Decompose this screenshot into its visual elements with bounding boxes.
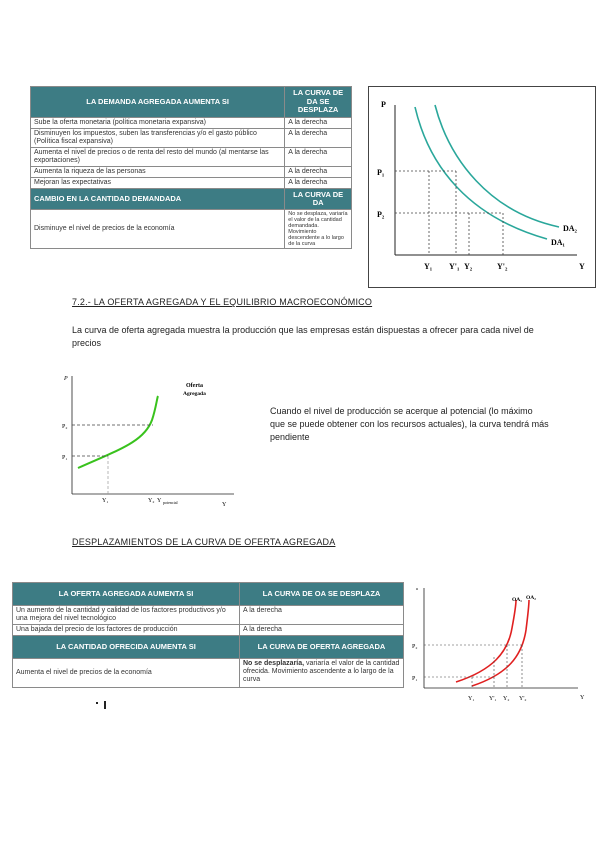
supply-graph (58, 368, 248, 508)
row-cause: Disminuyen los impuestos, suben las transferencias y/o el gasto público (Política fiscal expansiva) (31, 129, 285, 148)
table-row (13, 625, 404, 636)
y2-label: Y₂ (464, 262, 473, 271)
p2-label: P₂ (377, 210, 385, 219)
ypot-label: Y (157, 498, 162, 504)
row-effect: A la derecha (285, 118, 352, 129)
row-effect: No se desplaza, variaría el valor de la cantidad demandada. Movimiento descendente a lo largo de la curva (285, 210, 352, 249)
supply-shift-svg (408, 582, 598, 712)
table-row (31, 178, 352, 189)
y1-label: Y₁ (424, 262, 433, 271)
supply-table-subheader-cause: LA CANTIDAD OFRECIDA AUMENTA SI (13, 636, 240, 659)
row-effect: A la derecha (285, 148, 352, 167)
table-row (31, 167, 352, 178)
row-effect: A la derecha (285, 129, 352, 148)
y2-label: Y₂ (503, 696, 510, 702)
supply-table-header-cause: LA OFERTA AGREGADA AUMENTA SI (13, 583, 240, 606)
row-cause: Aumenta el nivel de precios de la economía (13, 659, 240, 688)
y2p-label: Y'₂ (497, 262, 508, 271)
da1-curve (415, 107, 547, 239)
demand-table-header-cause: LA DEMANDA AGREGADA AUMENTA SI (31, 87, 285, 118)
supply-table (12, 582, 404, 688)
table-row (31, 118, 352, 129)
axis-label-x: Y (222, 502, 227, 508)
y1p-label: Y'₁ (489, 696, 497, 702)
p1-label: P₁ (412, 676, 418, 682)
y1p-label: Y'₁ (449, 262, 460, 271)
row-effect: A la derecha (240, 606, 404, 625)
oa2-curve (472, 600, 529, 686)
da1-label: DA₁ (551, 238, 565, 247)
row-effect: A la derecha (240, 625, 404, 636)
supply-svg (58, 368, 248, 508)
demand-table-header-effect: LA CURVA DE DA SE DESPLAZA (285, 87, 352, 118)
oferta-intro: La curva de oferta agregada muestra la producción que las empresas están dispuestas a ofrecer para cada nivel de precios (72, 325, 534, 348)
row-cause: Una bajada del precio de los factores de producción (13, 625, 240, 636)
y1-label: Y₁ (102, 498, 109, 504)
supply-shift-graph (408, 582, 598, 712)
table-row (31, 148, 352, 167)
table-row (13, 659, 404, 688)
axis-label-y: P (381, 100, 386, 109)
supply-title-1: Oferta (186, 383, 203, 389)
p1-label: P₁ (377, 168, 385, 177)
oa2-label: OA₂ (526, 595, 536, 601)
oa-curve (78, 396, 158, 468)
effect-rest: variaría el valor de la cantidad ofrecida. Movimiento ascendente a lo largo de la curva (243, 660, 400, 683)
supply-table-subheader-effect: LA CURVA DE OFERTA AGREGADA (240, 636, 404, 659)
oa1-label: OA₁ (512, 597, 522, 603)
p2-label: P₂ (412, 644, 418, 650)
demand-shift-graph (368, 86, 596, 288)
da2-curve (435, 105, 559, 227)
demand-table-subheader-cause: CAMBIO EN LA CANTIDAD DEMANDADA (31, 189, 285, 210)
y2-label: Y₂ (148, 498, 155, 504)
axis-label-x: Y (579, 262, 585, 271)
da2-label: DA₂ (563, 224, 577, 233)
row-cause: Un aumento de la cantidad y calidad de los factores productivos y/o una mejora del nivel tecnológico (13, 606, 240, 625)
row-cause: Sube la oferta monetaria (política monetaria expansiva) (31, 118, 285, 129)
axis-mark (416, 588, 418, 590)
row-effect: A la derecha (285, 167, 352, 178)
y2p-label: Y'₂ (519, 696, 527, 702)
table-row (31, 210, 352, 249)
p2-label: P₂ (62, 424, 68, 430)
row-cause: Aumenta el nivel de precios o de renta del resto del mundo (al mentarse las exportaciones) (31, 148, 285, 167)
section-title-desplazamientos: DESPLAZAMIENTOS DE LA CURVA DE OFERTA AGREGADA (72, 537, 336, 547)
row-cause: Disminuye el nivel de precios de la economía (31, 210, 285, 249)
potential-note: Cuando el nivel de producción se acerque al potencial (lo máximo que se puede obtener con los recursos actuales), la curva tendrá más pendiente (270, 406, 549, 442)
demand-table-subheader-effect: LA CURVA DE DA (285, 189, 352, 210)
row-cause: Aumenta la riqueza de las personas (31, 167, 285, 178)
stray-bar (104, 701, 106, 709)
stray-dot (96, 702, 98, 704)
effect-bold: No se desplazaría, (243, 660, 305, 667)
axis-label-x: Y (580, 695, 585, 701)
ypot-subscript: potencial (163, 500, 178, 505)
row-cause: Mejoran las expectativas (31, 178, 285, 189)
demand-table (30, 86, 352, 249)
row-effect: A la derecha (285, 178, 352, 189)
row-effect (240, 659, 404, 688)
p1-label: P₁ (62, 455, 68, 461)
demand-shift-svg (369, 87, 595, 287)
table-row (13, 606, 404, 625)
supply-table-header-effect: LA CURVA DE OA SE DESPLAZA (240, 583, 404, 606)
supply-title-2: Agregada (183, 391, 206, 397)
axis-label-y: P (64, 376, 68, 382)
table-row (31, 129, 352, 148)
section-title-oferta: 7.2.- LA OFERTA AGREGADA Y EL EQUILIBRIO MACROECONÓMICO (72, 297, 373, 307)
y1-label: Y₁ (468, 696, 475, 702)
